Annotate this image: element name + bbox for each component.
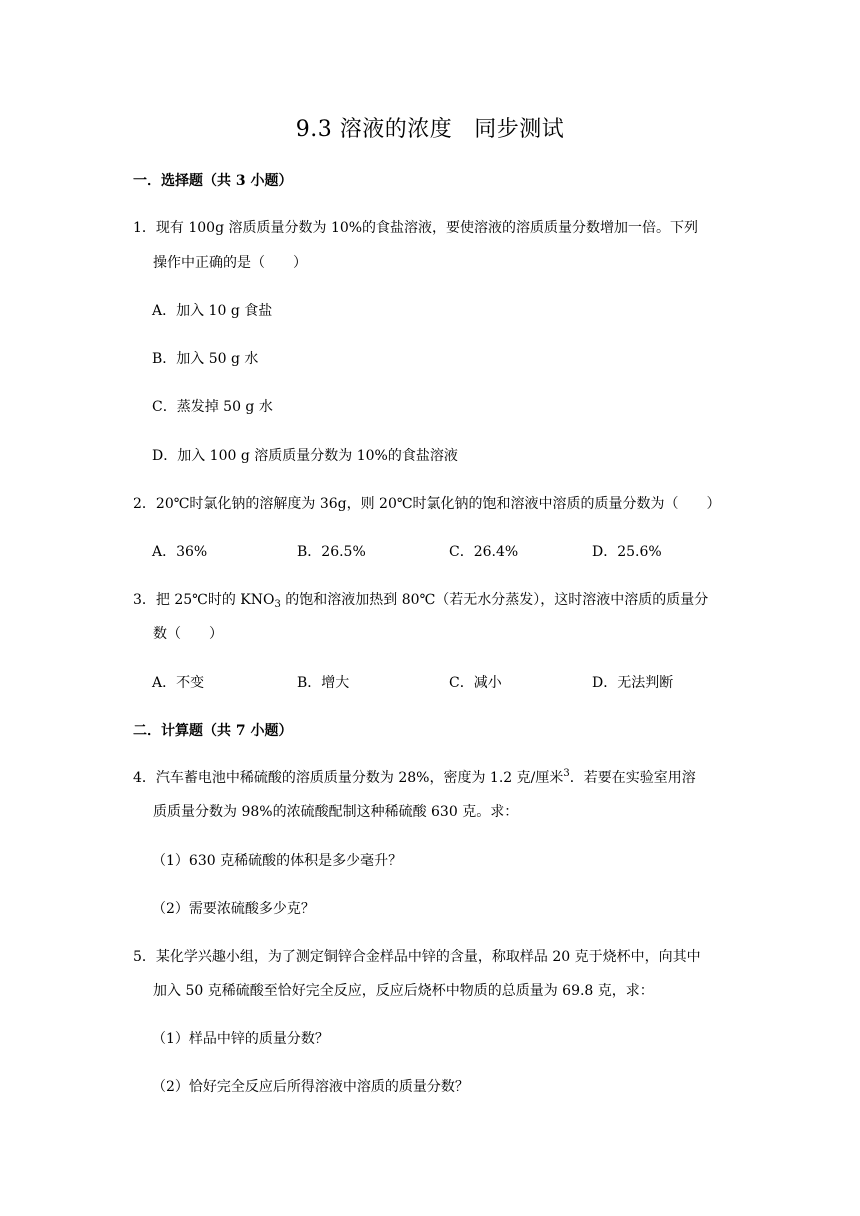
question-3-option-b: B．增大 [297, 675, 350, 691]
question-2-option-a: A．36% [152, 544, 208, 560]
title-sub: 同步测试 [474, 117, 565, 142]
question-3-line-1 [133, 590, 708, 610]
question-1-option-c: C．蒸发掉 50 g 水 [152, 399, 273, 415]
question-1-line-2: 操作中正确的是（ ） [153, 255, 307, 271]
question-5-line-1: 5．某化学兴趣小组，为了测定铜锌合金样品中锌的含量，称取样品 20 克于烧杯中，向其中 [133, 949, 701, 965]
page-title [0, 112, 860, 143]
question-3-option-d: D．无法判断 [592, 675, 674, 691]
question-1-option-d: D．加入 100 g 溶质质量分数为 10%的食盐溶液 [152, 448, 458, 464]
question-1-option-a: A．加入 10 g 食盐 [152, 303, 273, 319]
question-4-line-1-part-b: ．若要在实验室用溶 [569, 770, 696, 786]
question-3-line-1-part-b: 的饱和溶液加热到 80℃（若无水分蒸发），这时溶液中溶质的质量分 [280, 592, 709, 608]
question-2-line-1: 2．20℃时氯化钠的溶解度为 36g，则 20℃时氯化钠的饱和溶液中溶质的质量分数为（ ） [133, 496, 721, 512]
question-2-option-d: D．25.6% [592, 544, 662, 560]
question-2-option-c: C．26.4% [449, 544, 519, 560]
question-5-sub-1: （1）样品中锌的质量分数？ [152, 1031, 329, 1047]
section-heading-choice: 一．选择题（共 3 小题） [133, 173, 293, 189]
question-4-sub-2: （2）需要浓硫酸多少克？ [152, 901, 315, 917]
question-4-sub-1: （1）630 克稀硫酸的体积是多少毫升？ [152, 853, 403, 869]
question-3-option-c: C．减小 [449, 675, 502, 691]
question-5-line-2: 加入 50 克稀硫酸至恰好完全反应，反应后烧杯中物质的总质量为 69.8 克，求： [153, 983, 654, 999]
question-4-line-2: 质质量分数为 98%的浓硫酸配制这种稀硫酸 630 克。求： [153, 804, 519, 820]
question-3-subscript: 3 [274, 599, 281, 610]
question-2-option-b: B．26.5% [297, 544, 366, 560]
question-3-option-a: A．不变 [152, 675, 205, 691]
section-heading-calculation: 二．计算题（共 7 小题） [133, 723, 293, 739]
title-main: 9.3 溶液的浓度 [295, 117, 453, 142]
question-1-line-1: 1．现有 100g 溶质质量分数为 10%的食盐溶液，要使溶液的溶质质量分数增加一倍。下列 [133, 220, 699, 236]
question-3-line-1-part-a: 3．把 25℃时的 KNO [133, 592, 275, 608]
question-5-sub-2: （2）恰好完全反应后所得溶液中溶质的质量分数？ [152, 1079, 469, 1095]
question-4-line-1-part-a: 4．汽车蓄电池中稀硫酸的溶质质量分数为 28%，密度为 1.2 克/厘米 [133, 770, 564, 786]
question-1-option-b: B．加入 50 g 水 [152, 351, 259, 367]
question-3-line-2: 数（ ） [153, 626, 223, 642]
question-4-superscript: 3 [563, 768, 570, 779]
question-4-line-1 [133, 768, 696, 788]
